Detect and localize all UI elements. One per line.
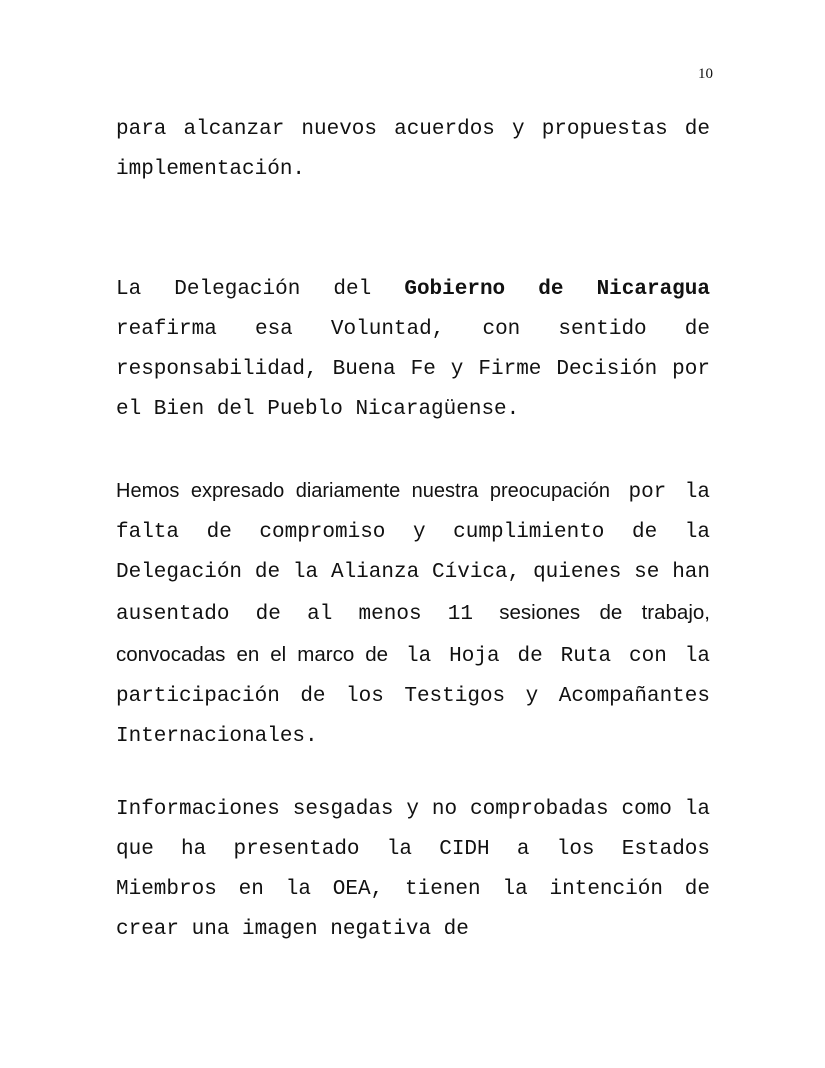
paragraph-text: para alcanzar nuevos acuerdos y propuestas de implementación. <box>116 118 710 181</box>
page-number: 10 <box>698 66 713 82</box>
bold-government-name: Gobierno de Nicaragua <box>404 278 710 301</box>
paragraph-implementation <box>116 110 710 190</box>
paragraph-sessions: sesiones de trabajo, convocadas en el marco de <box>116 601 710 666</box>
paragraph-government-delegation <box>116 270 710 430</box>
paragraph-text: Informaciones sesgadas y no comprobadas como la que ha presentado la CIDH a los Estados Miembros en la OEA, tienen la intención de crear una imagen negativa de <box>116 798 710 941</box>
paragraph-lead: Hemos expresado diariamente nuestra preocupación <box>116 480 610 502</box>
paragraph-concern <box>116 471 710 757</box>
paragraph-tail: la Hoja de Ruta con la participación de los Testigos y Acompañantes Internacionales. <box>116 645 710 748</box>
paragraph-text-end: reafirma esa Voluntad, con sentido de responsabilidad, Buena Fe y Firme Decisión por el Bien del Pueblo Nicaragüense. <box>116 318 710 421</box>
paragraph-text-start: La Delegación del <box>116 278 405 301</box>
paragraph-middle: por la falta de compromiso y cumplimiento de la Delegación de la Alianza Cívica, quienes se han ausentado de al menos 11 <box>116 481 711 626</box>
paragraph-biased-information <box>116 790 710 950</box>
